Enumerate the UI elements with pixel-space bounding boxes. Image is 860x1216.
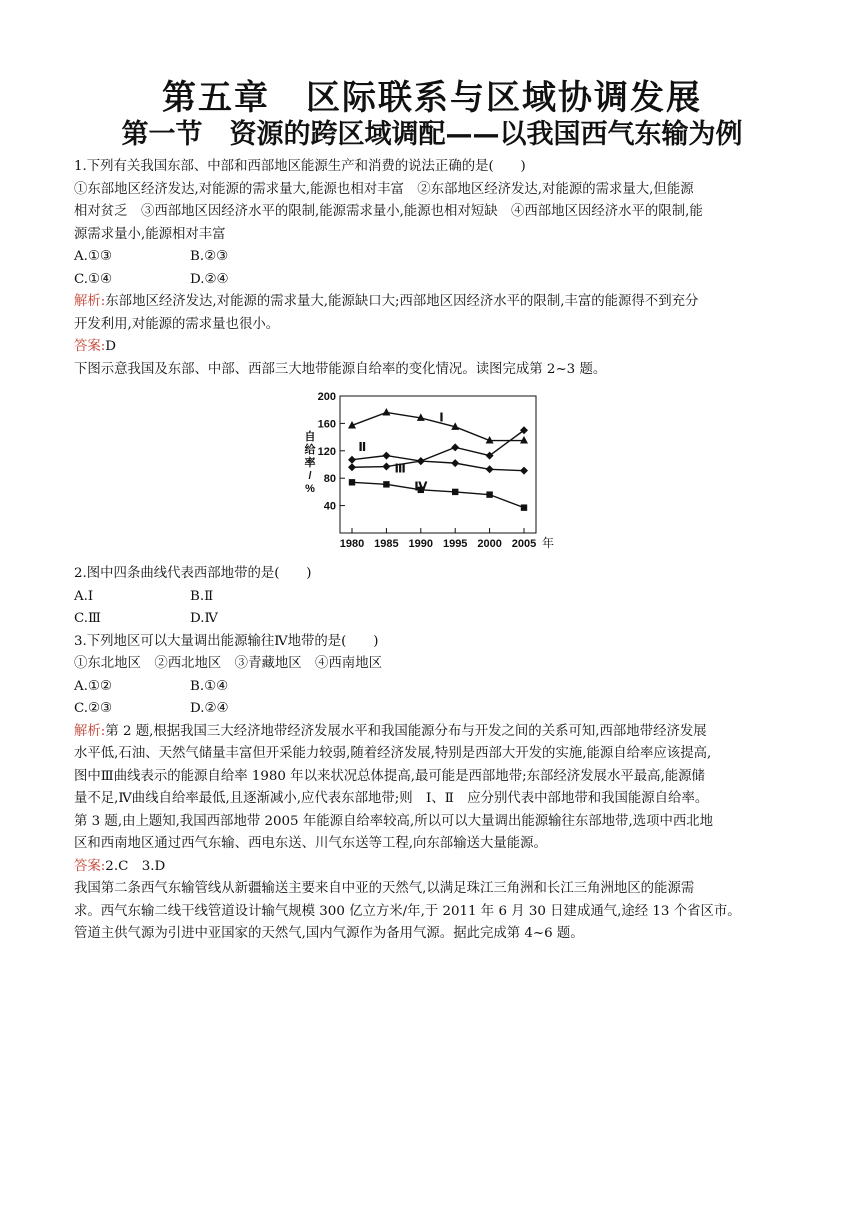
document-page — [74, 78, 790, 946]
q2-options-row — [74, 586, 790, 609]
data-point-square — [383, 481, 389, 487]
data-point-diamond — [348, 456, 356, 464]
x-tick-label: 1990 — [408, 538, 434, 550]
q3-analysis-line: 第 3 题,由上题知,我国西部地带 2005 年能源自给率较高,所以可以大量调出能源输往东部地带,选项中西北地 — [74, 813, 714, 829]
y-axis-label-char: 给 — [304, 444, 316, 456]
data-point-diamond — [520, 467, 528, 475]
q2-option-a: A.Ⅰ — [74, 588, 94, 604]
data-point-diamond — [451, 443, 459, 451]
q3-option-c: C.②③ — [74, 701, 113, 716]
data-point-square — [521, 504, 527, 510]
q3-analysis — [74, 721, 790, 744]
q1-answer — [74, 336, 790, 359]
data-point-triangle — [520, 436, 528, 444]
q3-answer — [74, 856, 790, 879]
intro-4-6-line: 管道主供气源为引进中亚国家的天然气,国内气源作为备用气源。据此完成第 4~6 题。 — [74, 926, 584, 941]
q3-option-d: D.②④ — [190, 701, 229, 716]
plot-frame — [340, 396, 536, 533]
q3-option-b: B.①④ — [190, 678, 229, 694]
q2-option-d: D.Ⅳ — [190, 611, 218, 626]
intro-4-6-line: 求。西气东输二线干线管道设计输气规模 300 亿立方米/年,于 2011 年 6 月 30 日建成通气,途经 13 个省区市。 — [74, 903, 741, 919]
data-point-diamond — [417, 457, 425, 465]
q3-analysis-line: 量不足,Ⅳ曲线自给率最低,且逐渐减小,应代表东部地带;则 Ⅰ、Ⅱ 应分别代表中部地带和我国能源自给率。 — [74, 791, 709, 806]
y-axis-label-char: / — [308, 470, 312, 482]
data-point-diamond — [382, 452, 390, 460]
q1-options-row — [74, 269, 790, 292]
q3-analysis-line: 区和西南地区通过西气东输、西电东送、川气东送等工程,向东部输送大量能源。 — [74, 836, 547, 851]
x-axis-unit: 年 — [542, 536, 555, 550]
x-tick-label: 1995 — [442, 538, 468, 550]
y-tick-label: 80 — [323, 473, 336, 486]
q1-stem: 1.下列有关我国东部、中部和西部地区能源生产和消费的说法正确的是( ) — [74, 159, 526, 174]
answer-label: 答案: — [74, 339, 106, 354]
answer-label: 答案: — [74, 858, 106, 874]
intro-4-6-line: 我国第二条西气东输管线从新疆输送主要来自中亚的天然气,以满足珠江三角洲和长江三角洲地区的能源需 — [74, 881, 695, 896]
analysis-text: 东部地区经济发达,对能源的需求量大,能源缺口大;西部地区因经济水平的限制,丰富的能源得不到充分 — [105, 294, 699, 309]
data-point-diamond — [486, 465, 494, 473]
series-line — [352, 479, 524, 507]
q3-options-row — [74, 676, 790, 699]
q3-analysis-line: 图中Ⅲ曲线表示的能源自给率 1980 年以来状况总体提高,最可能是西部地带;东部经济发展水平最高,能源储 — [74, 768, 705, 784]
q3-stem: 3.下列地区可以大量调出能源输往Ⅳ地带的是( ) — [74, 633, 379, 649]
intro-2-3: 下图示意我国及东部、中部、西部三大地带能源自给率的变化情况。读图完成第 2~3 题。 — [74, 361, 607, 377]
series-label: Ⅳ — [414, 479, 428, 494]
y-tick-label: 200 — [317, 391, 336, 403]
chapter-title: 第五章 区际联系与区域协调发展 — [162, 78, 702, 118]
q1-option-d: D.②④ — [190, 271, 229, 287]
data-point-square — [486, 491, 492, 497]
data-point-diamond — [348, 463, 356, 471]
series-label: Ⅰ — [439, 410, 444, 425]
answer-text: D — [105, 339, 117, 354]
q3-options-row — [74, 698, 790, 721]
q2-stem: 2.图中四条曲线代表西部地带的是( ) — [74, 566, 312, 581]
analysis-label: 解析: — [74, 294, 106, 309]
y-tick-label: 40 — [323, 500, 336, 513]
series-line — [352, 461, 524, 471]
x-tick-label: 1985 — [374, 538, 399, 550]
x-tick-label: 2000 — [477, 538, 502, 550]
q1-options-row — [74, 246, 790, 269]
q1-body-line: ①东部地区经济发达,对能源的需求量大,能源也相对丰富 ②东部地区经济发达,对能源的需求量大,但能源 — [74, 181, 694, 197]
q1-option-b: B.②③ — [190, 249, 229, 264]
q1-option-a: A.①③ — [74, 249, 112, 264]
q2-option-b: B.Ⅱ — [190, 588, 214, 604]
q1-analysis — [74, 291, 790, 314]
q3-option-a: A.①② — [74, 678, 112, 694]
q3-choices: ①东北地区 ②西北地区 ③青藏地区 ④西南地区 — [74, 656, 382, 671]
data-point-triangle — [382, 408, 390, 416]
x-tick-label: 1980 — [339, 538, 365, 550]
data-point-square — [452, 489, 458, 495]
data-point-square — [349, 479, 355, 485]
section-title: 第一节 资源的跨区域调配——以我国西气东输为例 — [121, 119, 743, 150]
chart-container — [74, 385, 790, 557]
y-tick-label: 160 — [317, 418, 336, 431]
series-line — [352, 412, 524, 440]
data-point-diamond — [451, 459, 459, 467]
analysis-label: 解析: — [74, 723, 106, 739]
q1-body-line: 源需求量小,能源相对丰富 — [74, 226, 226, 242]
q1-option-c: C.①④ — [74, 271, 113, 287]
y-axis-label-char: 率 — [304, 457, 316, 469]
self-sufficiency-line-chart — [74, 385, 790, 557]
series-label: Ⅲ — [394, 461, 406, 476]
data-point-diamond — [382, 463, 390, 471]
series-label: Ⅱ — [358, 439, 367, 454]
series-line — [352, 430, 524, 461]
q1-body-line: 相对贫乏 ③西部地区因经济水平的限制,能源需求量小,能源也相对短缺 ④西部地区因经济水平的限制,能 — [74, 204, 703, 219]
q2-option-c: C.Ⅲ — [74, 611, 101, 626]
y-axis-label-char: % — [305, 483, 315, 495]
q2-options-row — [74, 608, 790, 631]
answer-text: 2.C 3.D — [105, 858, 166, 874]
y-axis-label-char: 自 — [304, 431, 316, 443]
y-tick-label: 120 — [317, 445, 336, 458]
x-tick-label: 2005 — [511, 538, 537, 550]
analysis-text: 第 2 题,根据我国三大经济地带经济发展水平和我国能源分布与开发之间的关系可知,西部地带经济发展 — [105, 723, 707, 739]
q3-analysis-line: 水平低,石油、天然气储量丰富但开采能力较弱,随着经济发展,特别是西部大开发的实施,能源自给率应该提高, — [74, 746, 712, 761]
q1-analysis-line: 开发利用,对能源的需求量也很小。 — [74, 316, 280, 332]
